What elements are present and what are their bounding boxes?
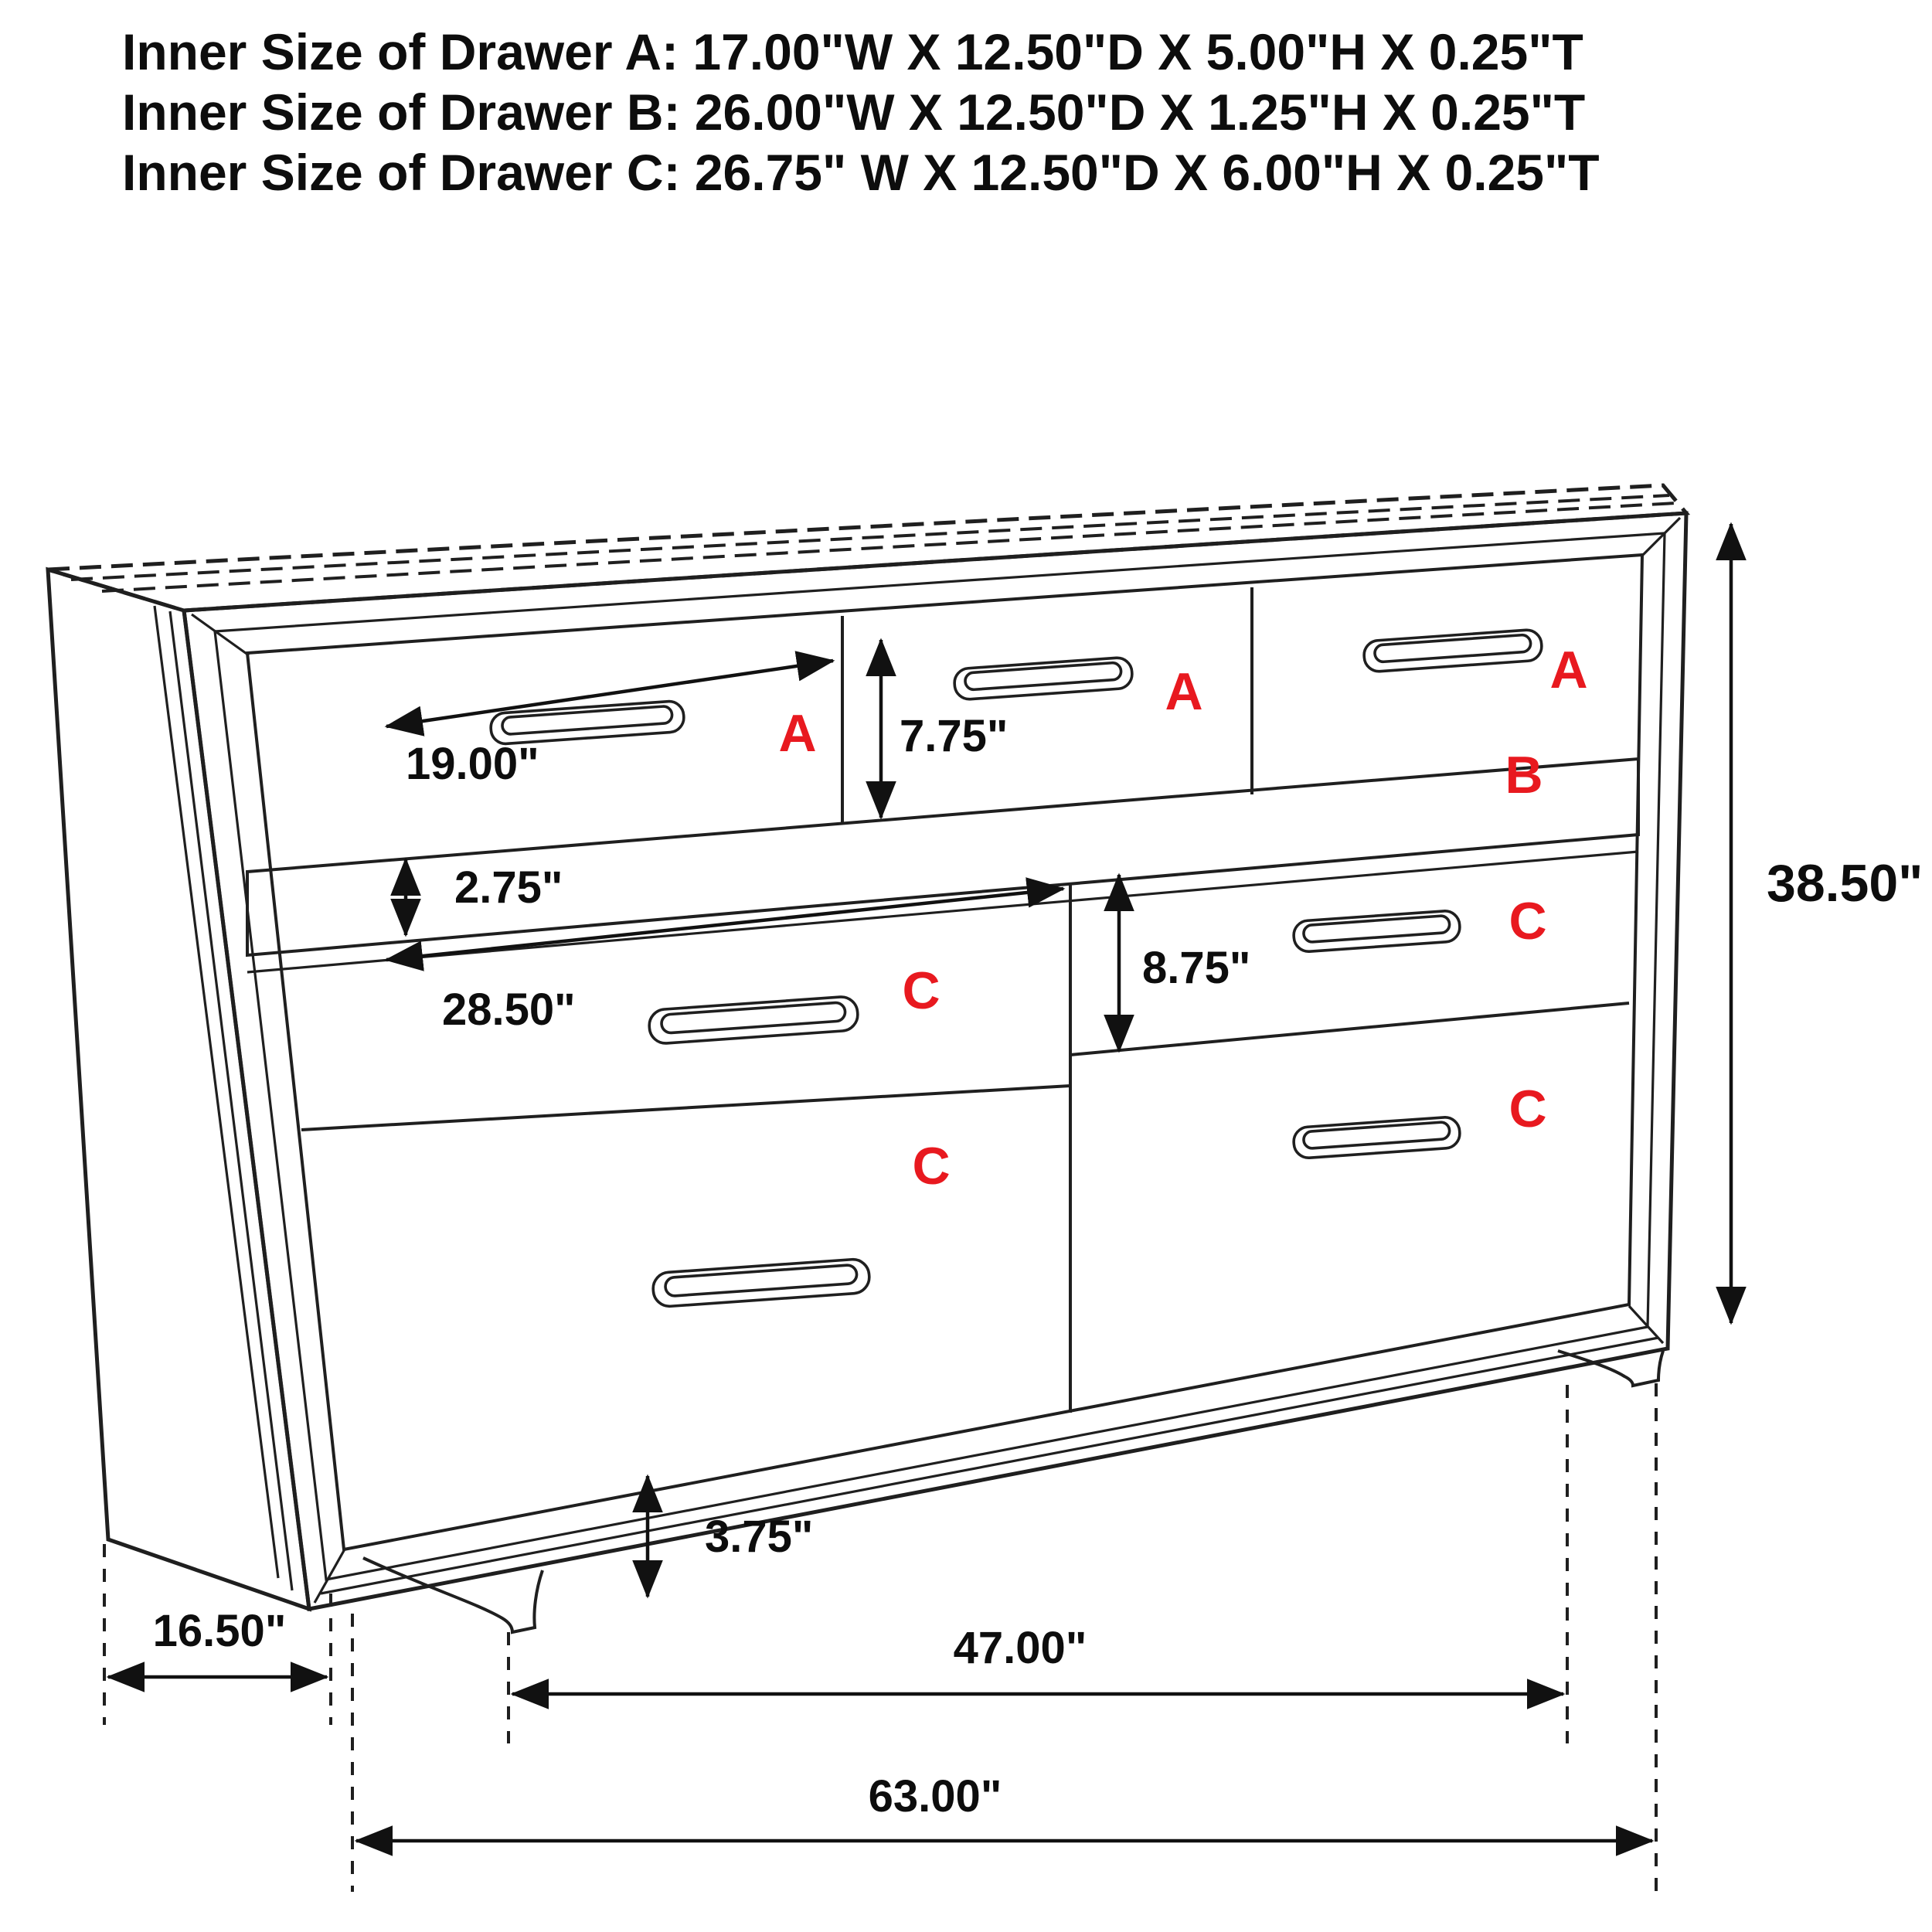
drawer-c-left-top-handle: [648, 996, 859, 1045]
spec-line-drawer-a: Inner Size of Drawer A: 17.00"W X 12.50"D X 5.00"H X 0.25"T: [122, 23, 1583, 80]
dim-drawer-a-width-label: 19.00": [406, 739, 539, 789]
dim-base-height-label: 3.75": [705, 1512, 814, 1562]
handles: [490, 629, 1543, 1308]
miter-bottom-right: [1629, 1306, 1663, 1343]
dim-footprint-width: [509, 1385, 1567, 1743]
base-moulding-line: [321, 1338, 1658, 1594]
dim-footprint-width-label: 47.00": [953, 1623, 1087, 1673]
dresser-outline: [48, 485, 1686, 1632]
label-drawer-a3: A: [1549, 641, 1588, 699]
dim-drawer-b-height-label: 2.75": [454, 862, 563, 913]
dim-overall-height-label: 38.50": [1767, 854, 1923, 913]
label-drawer-c-right-bottom: C: [1509, 1080, 1547, 1138]
dim-overall-depth: [104, 1544, 331, 1725]
top-panel-edge-line-2: [102, 503, 1675, 591]
side-panel-face: [48, 570, 309, 1609]
label-drawer-c-left-top: C: [902, 961, 940, 1020]
drawer-a3-handle: [1363, 629, 1543, 672]
dim-base-height: [648, 1476, 813, 1597]
spec-line-drawer-c: Inner Size of Drawer C: 26.75" W X 12.50"D X 6.00"H X 0.25"T: [122, 144, 1600, 201]
front-frame-inner: [247, 555, 1642, 1549]
label-drawer-c-left-bottom: C: [912, 1137, 951, 1196]
label-drawer-c-right-top: C: [1509, 892, 1547, 951]
front-frame-middle: [215, 533, 1665, 1580]
dim-drawer-a-height-label: 7.75": [900, 711, 1009, 761]
drawer-c-right-top-handle: [1293, 910, 1461, 953]
label-drawer-a2: A: [1165, 662, 1203, 721]
miter-top-right: [1641, 518, 1680, 556]
dim-overall-width-label: 63.00": [868, 1771, 1002, 1821]
dim-drawer-c-height-label: 8.75": [1142, 943, 1251, 993]
divider-c-left: [301, 1086, 1070, 1130]
drawer-c-left-bottom-handle: [652, 1258, 870, 1307]
drawer-c-right-bottom-handle: [1293, 1117, 1461, 1159]
dim-drawer-c-height: [1119, 875, 1250, 1051]
dim-overall-height: [1731, 524, 1923, 1323]
label-drawer-b: B: [1505, 746, 1543, 804]
drawer-a2-handle: [954, 657, 1133, 700]
front-frame: [184, 513, 1686, 1609]
spec-line-drawer-b: Inner Size of Drawer B: 26.00"W X 12.50"D X 1.25"H X 0.25"T: [122, 83, 1586, 141]
front-frame-outer: [184, 513, 1686, 1609]
dim-overall-depth-label: 16.50": [152, 1606, 287, 1656]
label-drawer-a1: A: [778, 704, 817, 763]
miter-top-left: [192, 614, 249, 655]
side-panel: [48, 570, 309, 1609]
dim-drawer-c-width-label: 28.50": [442, 985, 576, 1035]
dim-drawer-b-height: [406, 859, 563, 935]
feet: [363, 1351, 1663, 1632]
side-panel-contour-2: [170, 611, 292, 1590]
divider-c-right: [1070, 1003, 1629, 1055]
side-panel-contour-1: [155, 606, 278, 1578]
